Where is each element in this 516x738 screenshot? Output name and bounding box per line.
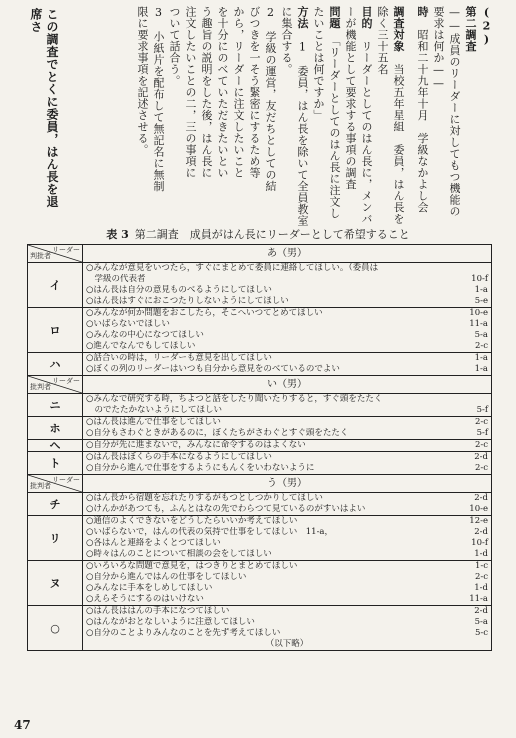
table-row — [28, 417, 492, 440]
request-code: 1-d — [474, 549, 488, 559]
request-cell — [83, 263, 492, 308]
method-line-2: 2 学級の運営，友だちとしての結 — [264, 6, 277, 192]
request-code — [484, 263, 488, 274]
request-code: 2-d — [474, 493, 488, 503]
request-text: ○はんながおとなしいように注意してほしい — [86, 617, 255, 627]
request-text: ○はん長はぼくらの手本になるようにしてほしい — [86, 452, 272, 462]
member-label: リ — [28, 516, 83, 561]
request-text: ○はん長は進んで仕事をしてほしい — [86, 417, 221, 427]
request-code: 1-a — [474, 353, 488, 363]
corner-label-critic: 批判者 — [30, 383, 51, 391]
request-code: 1-c — [474, 561, 488, 571]
member-label: ヌ — [28, 561, 83, 606]
request-line — [86, 594, 488, 605]
member-label: イ — [28, 263, 83, 308]
leader-header-row — [28, 475, 492, 493]
request-text: ○いばらないでほしい — [86, 319, 170, 329]
request-line — [86, 493, 488, 504]
request-line — [86, 606, 488, 617]
request-code: 2-c — [474, 463, 488, 473]
member-label: ハ — [28, 353, 83, 376]
member-label: ニ — [28, 394, 83, 417]
time-line: 時 昭和二十九年十月 学級なかよし会 — [416, 6, 429, 213]
request-text: ○けんかがあつても，ふんとはなの先でわらつて見ているのがすいはよい — [86, 504, 366, 514]
table-row — [28, 493, 492, 516]
request-line — [86, 583, 488, 594]
request-text: ○いろいろな問題で意見を，はつきりとまとめてほしい — [86, 561, 298, 571]
request-line — [86, 628, 488, 639]
corner-label-critic: 批判者 — [30, 482, 51, 490]
request-line — [86, 527, 488, 538]
request-cell — [83, 561, 492, 606]
request-text: ○みんなが意見をいつたら，すぐにまとめて委員に連絡してほしい。（委員は — [86, 263, 379, 273]
request-code: 11-a — [469, 319, 488, 329]
request-code: 2-c — [474, 417, 488, 427]
table-row — [28, 394, 492, 417]
corner-cell — [28, 475, 83, 493]
leader-name: あ（男） — [83, 245, 492, 263]
request-cell — [83, 452, 492, 475]
request-text: ○話合いの時は，リーダーも意見を出してほしい — [86, 353, 272, 363]
leader-request-table — [27, 244, 492, 651]
request-text: ○はん長から宿題を忘れたりするがもつとしつかりしてほしい — [86, 493, 323, 503]
request-text: ○みんなに手本をしめしてほしい — [86, 583, 213, 593]
method-line-1b: に集合する。 — [280, 6, 293, 75]
request-text: ○通信のよくできないをどうしたらいいか考えてほしい — [86, 516, 298, 526]
request-code: 2-c — [474, 572, 488, 582]
method-line-3b: 限に要求事項を記述させる。 — [136, 6, 149, 156]
request-text: ○進んでなんでもしてほしい — [86, 341, 196, 351]
leader-header-row — [28, 245, 492, 263]
request-cell — [83, 493, 492, 516]
request-code: 5-a — [474, 330, 488, 340]
request-text: ○はん長はすぐにおこつたりしないようにしてほしい — [86, 296, 289, 306]
request-text: ○はん長ははんの手本になつてほしい — [86, 606, 230, 616]
request-line — [86, 353, 488, 364]
table-caption — [0, 226, 516, 242]
request-cell — [83, 606, 492, 651]
request-code: 2-d — [474, 606, 488, 616]
request-line — [86, 285, 488, 296]
target-line: 調査対象 当校五年星組 委員，はん長を — [392, 6, 405, 225]
subtitle-2: 要求は何か—— — [432, 6, 445, 91]
table-row — [28, 440, 492, 452]
request-text: ○はん長は自分の意見ものべるようにしてほしい — [86, 285, 272, 295]
member-label: ヘ — [28, 440, 83, 452]
method-line-3: 3 小紙片を配布して無記名に無制 — [152, 6, 165, 192]
request-code: 5-a — [474, 617, 488, 627]
request-line — [86, 417, 488, 428]
table-row — [28, 452, 492, 475]
table-number: 表 3 — [106, 228, 129, 241]
target-line-2: 除く三十五名 — [376, 6, 389, 75]
question-line-2: たいことは何ですか」 — [312, 6, 325, 121]
member-label: ト — [28, 452, 83, 475]
method-line-2c: から，リーダーに注文したいこと — [232, 6, 245, 179]
corner-label-leader: リーダー — [52, 246, 80, 254]
member-label: ロ — [28, 308, 83, 353]
request-text: ○みんなの中心になつてほしい — [86, 330, 204, 340]
request-code — [484, 394, 488, 405]
request-line — [86, 308, 488, 319]
purpose-line-2: ーが機能として要求する事項の調査 — [344, 6, 357, 190]
request-line — [86, 463, 488, 474]
table-row — [28, 561, 492, 606]
request-text: ○自分から進んではんの仕事をしてほしい — [86, 572, 247, 582]
table-title: 第二調査 成員がはん長にリーダーとして希望すること — [134, 228, 410, 241]
request-line — [86, 296, 488, 307]
request-code: 1-a — [474, 364, 488, 374]
request-code: 5-c — [474, 628, 488, 638]
request-code: 5-f — [476, 405, 488, 415]
method-line-2f: 注文したいことの二，三の事項に — [184, 6, 197, 179]
request-code: 10-e — [469, 504, 488, 514]
request-code: 2-d — [474, 452, 488, 462]
table-row — [28, 606, 492, 651]
request-line — [86, 561, 488, 572]
request-code: 2-d — [474, 527, 488, 537]
request-code: 2-c — [474, 440, 488, 450]
request-line — [86, 364, 488, 375]
corner-cell — [28, 376, 83, 394]
table-row — [28, 353, 492, 376]
request-text: ○自分から進んで仕事をするようにもんくをいわないように — [86, 463, 315, 473]
request-text: ○自分のことよりみんなのことを先ず考えてほしい — [86, 628, 281, 638]
request-cell — [83, 353, 492, 376]
request-line — [86, 428, 488, 439]
request-line — [86, 394, 488, 405]
request-code: 12-e — [469, 516, 488, 526]
request-text: ○各はんと連絡をよくとつてほしい — [86, 538, 221, 548]
request-line — [86, 549, 488, 560]
question-line: 問題 「リーダーとしてのはん長に注文し — [328, 6, 341, 219]
method-line-2b: びつきを一そう緊密にするため等 — [248, 6, 261, 179]
body-text — [134, 6, 494, 227]
request-line — [86, 319, 488, 330]
page-number: 47 — [14, 718, 31, 732]
request-text: ○自分もさわぐときがあるのに，ぼくたちがさわぐとすぐ頭をたたく — [86, 428, 349, 438]
table-row — [28, 263, 492, 308]
request-text: ○みんなで研究する時，ちよつと話をしたり聞いたりすると，すぐ頭をたたく — [86, 394, 383, 404]
section-title: 第二調査 — [464, 6, 477, 52]
corner-label-critic: 判批者 — [30, 252, 51, 260]
request-line — [86, 572, 488, 583]
request-line — [86, 274, 488, 285]
request-line — [86, 440, 488, 451]
member-label: ホ — [28, 417, 83, 440]
request-text: ○えらそうにするのはいけない — [86, 594, 204, 604]
request-line — [86, 341, 488, 352]
request-code: 10-f — [471, 538, 488, 548]
request-text: ○ぼくの列のリーダーはいつも自分から意見をのべているのでよい — [86, 364, 340, 374]
request-cell — [83, 394, 492, 417]
request-text: ○いばらないで，はんの代表の気持で仕事をしてほしい 11-a， — [86, 527, 334, 537]
corner-cell — [28, 245, 83, 263]
request-line — [86, 452, 488, 463]
request-line — [86, 263, 488, 274]
method-line-2g: ついて話合う。 — [168, 6, 181, 87]
purpose-line: 目的 リーダーとしてのはん長に，メンバ — [360, 6, 373, 225]
table-row — [28, 516, 492, 561]
leader-header-row — [28, 376, 492, 394]
request-cell — [83, 417, 492, 440]
request-cell — [83, 440, 492, 452]
request-text: ○時々はんのことについて相談の会をしてほしい — [86, 549, 272, 559]
method-line: 方法 1 委員，はん長を除いて全員教室 — [296, 6, 309, 227]
emphasis-column: この調査でとくに委員，はん長を退席さ — [29, 8, 59, 208]
request-line — [86, 516, 488, 527]
request-code: 2-c — [474, 341, 488, 351]
method-line-2e: う趣旨の説明をした後，はん長に — [200, 6, 213, 179]
subtitle: ——成員のリーダーに対してもつ機能の — [448, 6, 461, 217]
method-line-2d: を十分にのべていただきたいとい — [216, 6, 229, 179]
request-code: 5-f — [476, 428, 488, 438]
request-line — [86, 504, 488, 515]
corner-label-leader: リーダー — [52, 476, 80, 484]
request-code: 10-e — [469, 308, 488, 318]
request-code: 1-d — [474, 583, 488, 593]
request-text: ○自分が先に進まないで，みんなに命令するのはよくない — [86, 440, 306, 450]
leader-name: い（男） — [83, 376, 492, 394]
request-line — [86, 617, 488, 628]
member-label: チ — [28, 493, 83, 516]
request-text: のでたたかないようにしてほしい — [86, 405, 223, 415]
request-text: ○みんなが何か問題をおこしたら，そこへいつてとめてほしい — [86, 308, 323, 318]
request-cell — [83, 516, 492, 561]
request-text: 学級の代表者 — [86, 274, 146, 284]
request-line — [86, 538, 488, 549]
request-code: 1-a — [474, 285, 488, 295]
request-cell — [83, 308, 492, 353]
member-label: ○ — [28, 606, 83, 651]
request-line — [86, 405, 488, 416]
table-footer: （以下略） — [265, 639, 309, 649]
request-code: 5-e — [474, 296, 488, 306]
corner-label-leader: リーダー — [52, 377, 80, 385]
request-code: 10-f — [471, 274, 488, 284]
request-code: 11-a — [469, 594, 488, 604]
table-row — [28, 308, 492, 353]
leader-name: う（男） — [83, 475, 492, 493]
request-line — [86, 330, 488, 341]
section-number: (2) — [480, 6, 493, 47]
